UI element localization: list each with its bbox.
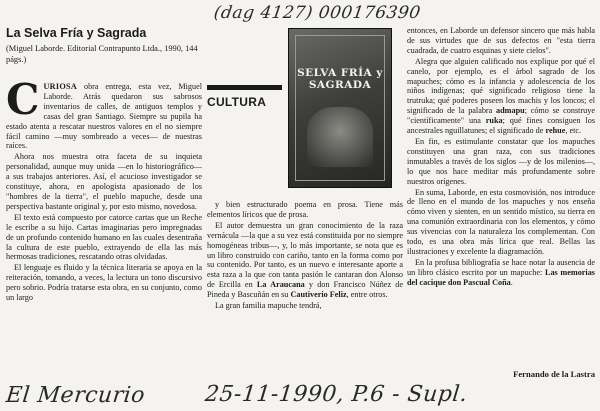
paragraph: El texto está compuesto por catorce cartas que un Reche le escribe a su hijo. Cartas imaginarias pero impregnadas de un profundo contenido humano en las cuales desentraña la cultura de este pueblo, extrayendo de ella las más hermosas tradiciones, rescatando otras olvidadas. — [6, 212, 202, 262]
cover-illustration — [307, 107, 373, 167]
drop-cap: C — [6, 75, 40, 124]
article-column-1 — [6, 75, 202, 304]
lead-word: URIOSA — [43, 82, 78, 91]
paragraph: En suma, Laborde, en esta cosmovisión, nos introduce de lleno en el mundo de los mapuches y nos enseña cómo viven y sienten, en un sentido místico, su tierra en una comunión extraordinaria con los elementos, y cómo sus vivencias con la naturaleza los complementan. Con todo, es una obra más lírica que real. Bellas las ilustraciones y excelente la diagramación. — [407, 187, 595, 256]
paragraph-text: , etc. — [565, 126, 582, 136]
paragraph: Ahora nos muestra otra faceta de su inquieta personalidad, aunque muy unida —en lo historiográfico— a sus trabajos anteriores. Así, el acucioso investigador se constituye, ahora, en apologista apasionado de los "hombres de la tierra", el pueblo mapuche, desde una perspectiva bastante original y, por esto mismo, novedosa. — [6, 152, 202, 211]
paragraph-text: . — [510, 277, 513, 287]
term-admapu: admapu — [496, 106, 525, 116]
archive-reference-annotation: (dag 4127) 000176390 — [212, 3, 422, 23]
article-column-2 — [207, 200, 403, 312]
paragraph: y bien estructurado poema en prosa. Tiene más elementos líricos que de prosa. — [207, 200, 403, 219]
paragraph: La gran familia mapuche tendrá, — [215, 301, 322, 311]
section-label: CULTURA — [207, 95, 267, 109]
paragraph-text: El autor demuestra un gran conocimiento de la raza vernácula —la que a su vez está constituida por no siempre homogéneas tribus—, y, lo más importante, se nota que es un libro construido con cariño, tanto en la forma como por su contenido. Por tanto, es un nuevo e interesante aporte a esta raza a la que con tanta pasión le cantaran don Alonso de Ercilla en — [207, 220, 403, 290]
paragraph: En fin, es estimulante constatar que los mapuches constituyen una gran raza, con sus tradiciones inmutables a través de los siglos —y de los milenios—, lo que nos hace meditar más profundamente sobre nuestros orígenes. — [407, 136, 595, 186]
book-cover-image — [288, 28, 392, 188]
section-rule — [207, 85, 282, 90]
author-signature: Fernando de la Lastra — [513, 369, 595, 379]
article-title: La Selva Fría y Sagrada — [6, 26, 147, 40]
paragraph-text: En la profusa bibliografía se hace notar la ausencia de un libro clásico escrito por un mapuche: — [407, 257, 595, 277]
paragraph: El lenguaje es fluido y la técnica literaria se apoya en la reiteración, tomando, a veces, la lectura un tono discursivo pero sobrio. Podría tratarse esta obra, en su conjunto, como un largo — [6, 263, 202, 303]
cover-title: SELVA FRÍA y SAGRADA — [297, 67, 383, 91]
term-rehue: rehue — [545, 126, 566, 136]
paragraph-text: Alegra que alguien calificado nos explique por qué el canelo, por ejemplo, es el árbol sagrado de los mapuches; cómo es la infancia y adolescencia de los niños indígenas; qué significado religioso tiene la trutruka; qué poderes poseen los machis y los loncos; el significado de la palabra — [407, 56, 595, 116]
paragraph — [407, 258, 595, 288]
paragraph-text: ; qué fines consiguen los ancestrales nguillatunes; el significado de — [407, 116, 596, 136]
date-page-annotation: 25-11-1990, P.6 - Supl. — [203, 382, 469, 407]
paragraph-text: ; cómo se construye "científicamente" una — [407, 106, 596, 126]
newspaper-name-annotation: El Mercurio — [4, 383, 147, 408]
book-title-cautiverio-feliz: Cautiverio Feliz — [290, 290, 347, 300]
term-ruka: ruka — [485, 116, 503, 126]
paragraph: entonces, en Laborde un defensor sincero que más habla de sus virtudes que de sus defectos en "esta tierra cuadrada, de cuatro esquinas y siete cielos". — [407, 26, 595, 55]
book-bibliography: (Miguel Laborde. Editorial Contrapunto Ltda., 1990, 144 págs.) — [6, 44, 198, 64]
book-title-memorias-pascual-cona: Las memorias del cacique don Pascual Coña — [407, 267, 595, 287]
book-title-la-araucana: La Araucana — [256, 280, 305, 290]
paragraph-text: obra entrega, esta vez, Miguel Laborde. Atrás quedaron sus sabrosos inventarios de calles, de antiguos templos y casas del gran Santiago. Siempre su pupila ha estado atenta a rescatar nuestros valores en el no siempre fácil camino —muy sombreado a veces— de nuestras raíces. — [6, 82, 202, 151]
paragraph-text: y don Francisco Núñez de Pineda y Bascuñán en su — [207, 280, 403, 300]
paragraph — [407, 57, 595, 136]
paragraph-text: , entre otros. — [346, 290, 388, 300]
paragraph — [207, 221, 403, 300]
article-column-3 — [407, 26, 595, 289]
paragraph — [6, 75, 202, 151]
